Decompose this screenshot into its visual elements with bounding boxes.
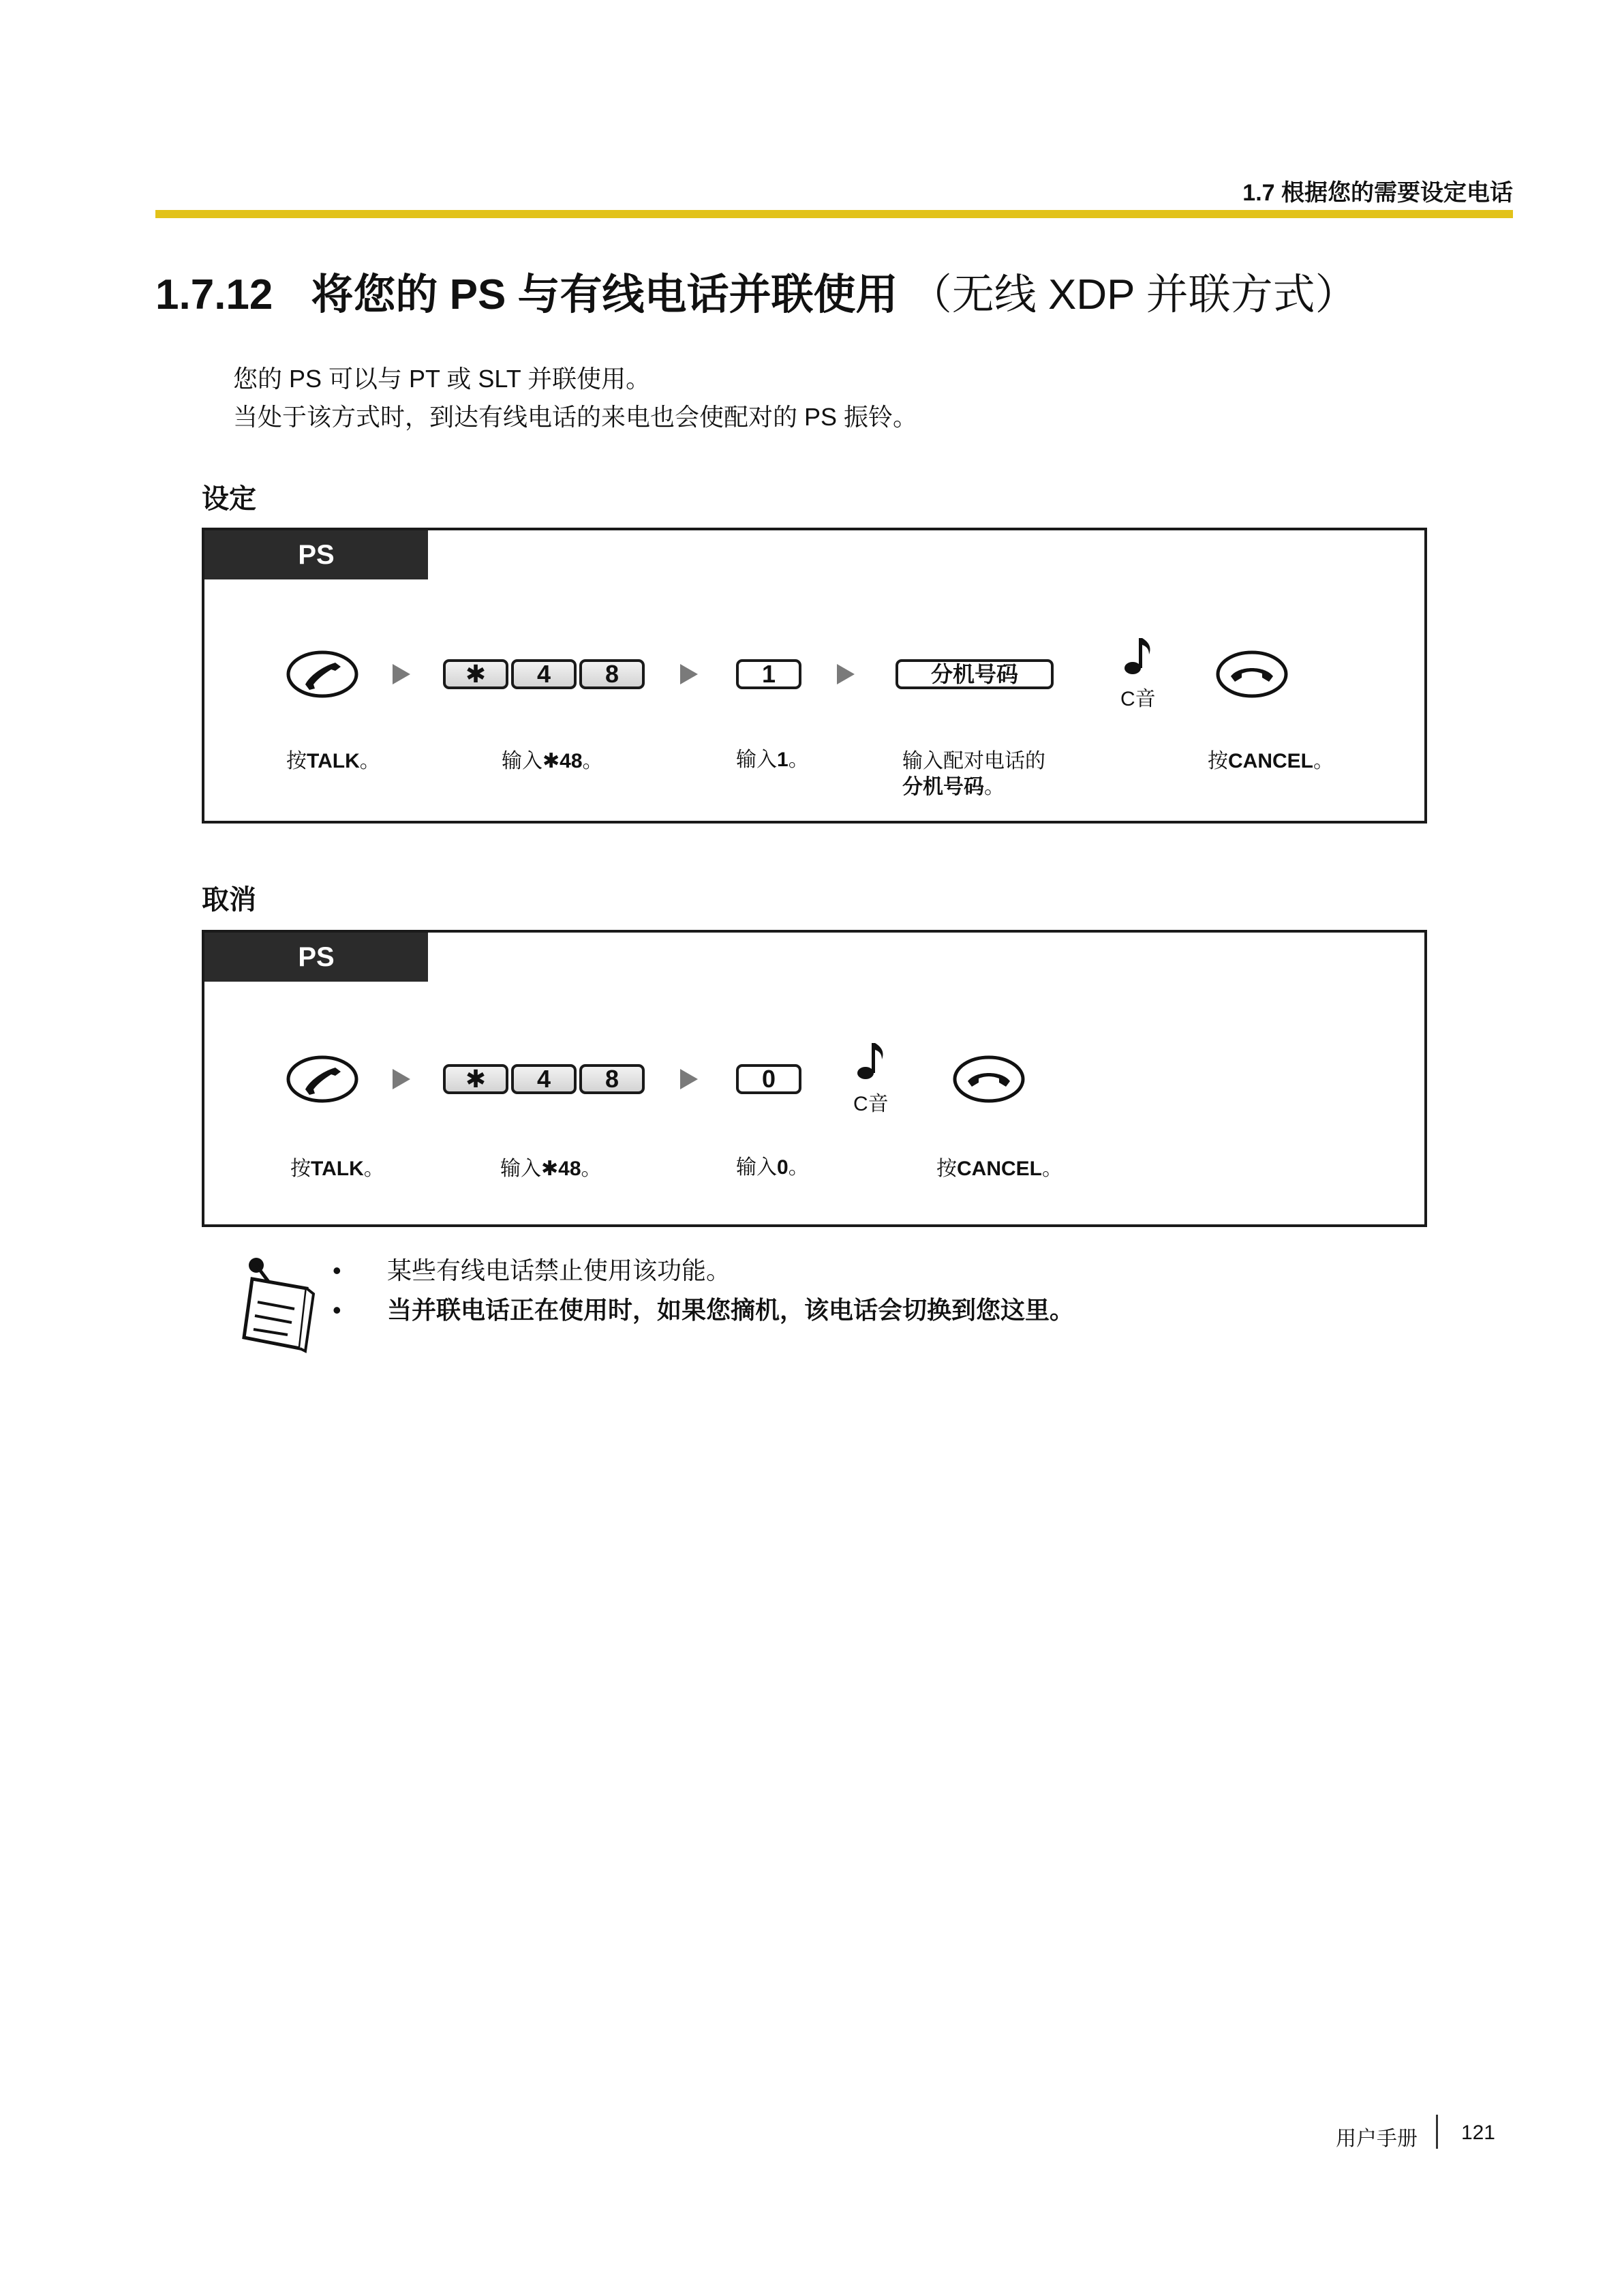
eight-key: 8 xyxy=(579,659,645,689)
one-key: 1 xyxy=(736,659,801,689)
music-note-icon xyxy=(855,1039,889,1083)
cancel-talk-label: 按TALK。 xyxy=(290,1158,384,1180)
note-bullet: • xyxy=(333,1256,341,1284)
cancel-tone-label: C音 xyxy=(853,1093,889,1115)
talk-icon xyxy=(286,1055,358,1103)
cancel-panel xyxy=(202,930,1427,1227)
setup-cancel-label: 按CANCEL。 xyxy=(1208,750,1334,772)
intro-line-2: 当处于该方式时，到达有线电话的来电也会使配对的 PS 振铃。 xyxy=(233,403,918,431)
setup-ext-label: 输入配对电话的 分机号码。 xyxy=(902,750,1045,798)
page-title xyxy=(155,260,1358,321)
cancel-ps-tag: PS xyxy=(204,933,428,982)
setup-ps-tag: PS xyxy=(204,530,428,579)
play-arrow-icon xyxy=(680,1069,698,1089)
note-item-1: 某些有线电话禁止使用该功能。 xyxy=(387,1256,731,1284)
footer-divider xyxy=(1436,2115,1438,2149)
cancel-icon xyxy=(953,1055,1025,1103)
setup-panel xyxy=(202,528,1427,824)
page-number: 121 xyxy=(1460,2121,1495,2144)
zero-key: 0 xyxy=(736,1064,801,1094)
cancel-zero-label: 输入0。 xyxy=(736,1156,809,1179)
title-main: 将您的 PS 与有线电话并联使用 xyxy=(311,271,898,318)
cancel-heading: 取消 xyxy=(202,885,256,915)
cancel-icon xyxy=(1216,650,1288,698)
footer-label: 用户手册 xyxy=(1336,2128,1418,2150)
intro-text xyxy=(233,360,917,436)
note-memo-icon xyxy=(232,1252,320,1354)
play-arrow-icon xyxy=(837,664,855,684)
four-key: 4 xyxy=(511,659,577,689)
title-number: 1.7.12 xyxy=(155,271,273,318)
setup-tone-label: C音 xyxy=(1120,688,1156,710)
star-key: ✱ xyxy=(443,1064,508,1094)
setup-dial-label: 输入✱48。 xyxy=(502,750,603,772)
extension-number-key: 分机号码 xyxy=(896,659,1054,689)
eight-key: 8 xyxy=(579,1064,645,1094)
play-arrow-icon xyxy=(680,664,698,684)
play-arrow-icon xyxy=(393,1069,410,1089)
setup-one-label: 输入1。 xyxy=(736,749,809,771)
title-paren: （无线 XDP 并联方式） xyxy=(909,271,1358,318)
setup-talk-label: 按TALK。 xyxy=(286,750,380,772)
setup-heading: 设定 xyxy=(202,484,256,514)
talk-icon xyxy=(286,650,358,698)
note-bullet: • xyxy=(333,1296,341,1324)
note-item-2: 当并联电话正在使用时，如果您摘机，该电话会切换到您这里。 xyxy=(387,1296,1075,1324)
intro-line-1: 您的 PS 可以与 PT 或 SLT 并联使用。 xyxy=(233,365,651,393)
cancel-cancel-label: 按CANCEL。 xyxy=(936,1158,1062,1180)
play-arrow-icon xyxy=(393,664,410,684)
music-note-icon xyxy=(1122,634,1156,678)
four-key: 4 xyxy=(511,1064,577,1094)
cancel-dial-label: 输入✱48。 xyxy=(500,1158,602,1180)
section-header: 1.7 根据您的需要设定电话 xyxy=(1242,180,1513,206)
header-rule xyxy=(155,210,1513,218)
star-key: ✱ xyxy=(443,659,508,689)
